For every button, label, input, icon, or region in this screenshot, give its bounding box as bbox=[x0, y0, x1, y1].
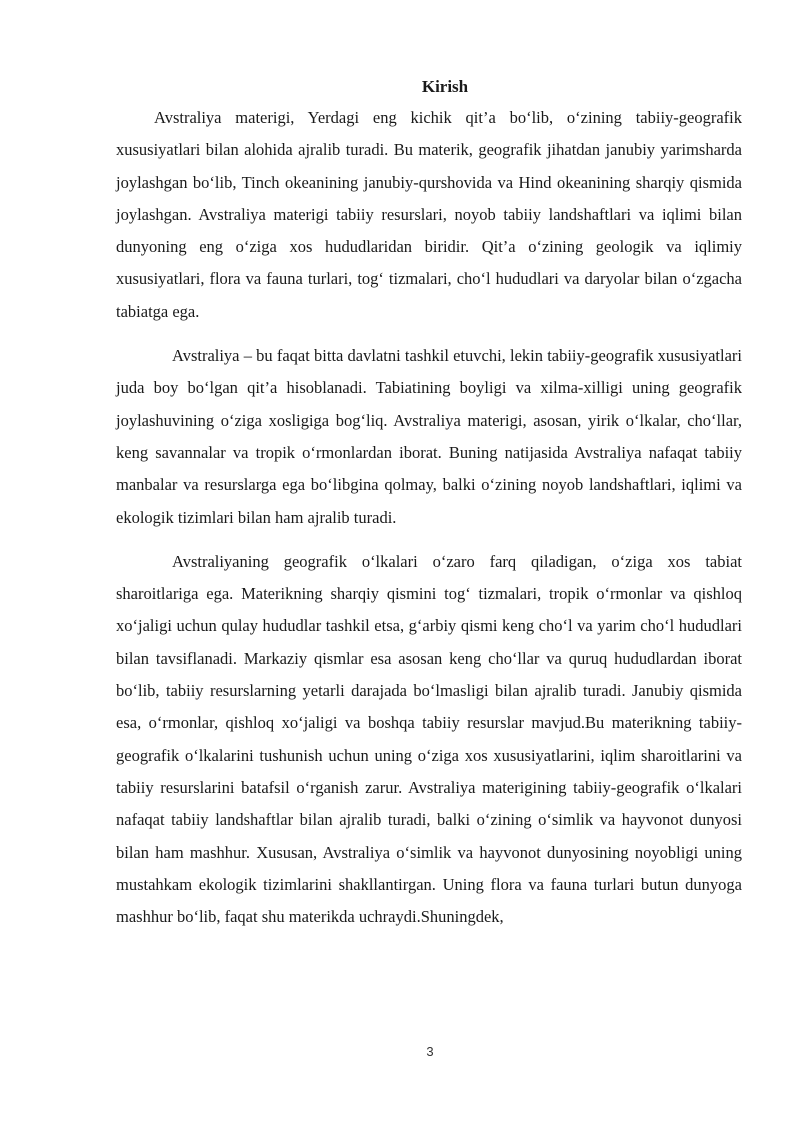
paragraph-3: Avstraliyaning geografik o‘lkalari o‘zaro farq qiladigan, o‘ziga xos tabiat sharoitlariga ega. Materikning sharqiy qismini tog‘ tizmalari, tropik o‘rmonlar va qishloq xo‘jaligi uchun qulay hududlar tashkil etsa, g‘arbiy qismi keng cho‘l va yarim cho‘l hududlari bilan tavsiflanadi. Markaziy qismlar esa asosan keng cho‘llar va quruq hududlardan iborat bo‘lib, tabiiy resurslarning yetarli darajada bo‘lmasligi bilan ajralib turadi. Janubiy qismida esa, o‘rmonlar, qishloq xo‘jaligi va boshqa tabiiy resurslar mavjud.Bu materikning tabiiy-geografik o‘lkalarini tushunish uchun uning o‘ziga xos xususiyatlarini, iqlim sharoitlarini va tabiiy resurslarini batafsil o‘rganish zarur. Avstraliya materigining tabiiy-geografik o‘lkalari nafaqat tabiiy landshaftlar bilan ajralib turadi, balki o‘zining o‘simlik va hayvonot dunyosi bilan ham mashhur. Xususan, Avstraliya o‘simlik va hayvonot dunyosining noyobligi uning mustahkam ekologik tizimlarini shakllantirgan. Uning flora va fauna turlari butun dunyoga mashhur bo‘lib, faqat shu materikda uchraydi.Shuningdek, bbox=[116, 551, 742, 927]
page-number: 3 bbox=[426, 1044, 434, 1059]
section-title: Kirish bbox=[421, 77, 469, 96]
paragraph-1: Avstraliya materigi, Yerdagi eng kichik qit’a bo‘lib, o‘zining tabiiy-geografik xususiyatlari bilan alohida ajralib turadi. Bu materik, geografik jihatdan janubiy yarimsharda joylashgan bo‘lib, Tinch okeanining janubiy-qurshovida va Hind okeanining sharqiy qismida joylashgan. Avstraliya materigi tabiiy resurslari, noyob tabiiy landshaftlari va iqlimi bilan dunyoning eng o‘ziga xos hududlaridan biridir. Qit’a o‘zining geologik va iqlimiy xususiyatlari, flora va fauna turlari, tog‘ tizmalari, cho‘l hududlari va daryolar bilan o‘zgacha tabiatga ega. bbox=[116, 108, 742, 321]
document-page bbox=[116, 72, 742, 933]
paragraph-2: Avstraliya – bu faqat bitta davlatni tashkil etuvchi, lekin tabiiy-geografik xususiyatlari juda boy bo‘lgan qit’a hisoblanadi. Tabiatining boyligi va xilma-xilligi uning geografik joylashuvining o‘ziga xosligiga bog‘liq. Avstraliya materigi, asosan, yirik o‘lkalar, cho‘llar, keng savannalar va tropik o‘rmonlardan iborat. Buning natijasida Avstraliya nafaqat tabiiy manbalar va resurslarga ega bo‘libgina qolmay, balki o‘zining noyob landshaftlari, iqlimi va ekologik tizimlari bilan ham ajralib turadi. bbox=[116, 346, 742, 527]
